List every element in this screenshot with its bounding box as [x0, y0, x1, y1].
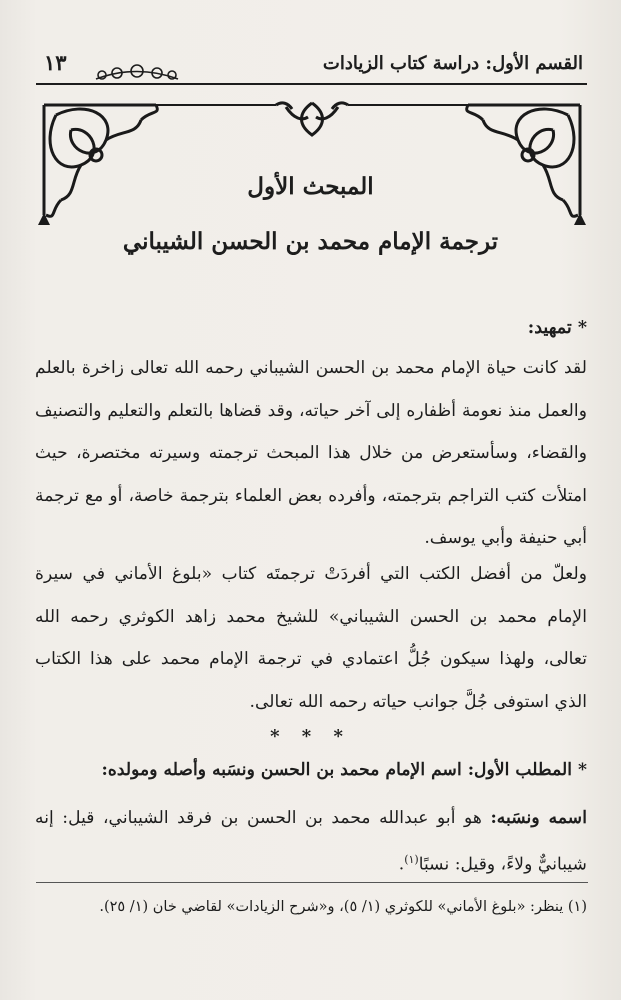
- header-ornament: [92, 62, 182, 84]
- name-text: هو أبو عبدالله محمد بن الحسن بن فرقد الشيباني، قيل: إنه شيبانيٌّ ولاءً، وقيل: نسبًا: [35, 808, 587, 875]
- footnote-number: (١): [567, 899, 587, 915]
- paragraph-intro: لقد كانت حياة الإمام محمد بن الحسن الشيباني رحمه الله تعالى زاخرة بالعلم والعمل منذ نعومة أظفاره إلى آخر حياته، وقد قضاها بالتعلم والتعليم والتصنيف والقضاء، وسأستعرض من خلال هذا المبحث ترجمته وسيرته مختصرة، حيث امتلأت كتب التراجم بترجمته، وأفرده بعض العلماء بترجمة خاصة، أو مع ترجمة أبي حنيفة وأبي يوسف.: [35, 358, 587, 548]
- page-number: ١٣: [44, 50, 67, 75]
- header-rule: [36, 83, 587, 85]
- footnote: [35, 899, 587, 915]
- requirement-title: * المطلب الأول: اسم الإمام محمد بن الحسن ونسَبه وأصله ومولده:: [101, 760, 587, 780]
- name-paragraph: [35, 797, 587, 886]
- name-end: .: [398, 854, 405, 875]
- footnote-reference[interactable]: (١): [404, 853, 419, 866]
- paragraph-sources: ولعلّ من أفضل الكتب التي أفردَتْ ترجمتَه كتاب «بلوغ الأماني في سيرة الإمام محمد بن الحسن الشيباني» للشيخ محمد زاهد الكوثري رحمه الله تعالى، ولهذا سيكون جُلُّ اعتمادي في ترجمة الإمام محمد على هذا الكتاب الذي استوفى جُلَّ جوانب حياته رحمه الله تعالى.: [35, 564, 587, 712]
- intro-label: * تمهيد:: [527, 318, 587, 338]
- footnote-rule: [36, 882, 588, 883]
- footnote-text: ينظر: «بلوغ الأماني» للكوثري (١/ ٥)، و«شرح الزيادات» لقاضي خان (١/ ٢٥).: [99, 899, 568, 915]
- running-header-title: القسم الأول: دراسة كتاب الزيادات: [322, 53, 583, 74]
- name-label: اسمه ونسَبه:: [490, 808, 587, 828]
- ornamental-frame: [36, 95, 588, 230]
- chapter-title: ترجمة الإمام محمد بن الحسن الشيباني: [122, 228, 499, 255]
- section-separator: * * *: [270, 726, 351, 747]
- section-title: المبحث الأول: [247, 173, 374, 200]
